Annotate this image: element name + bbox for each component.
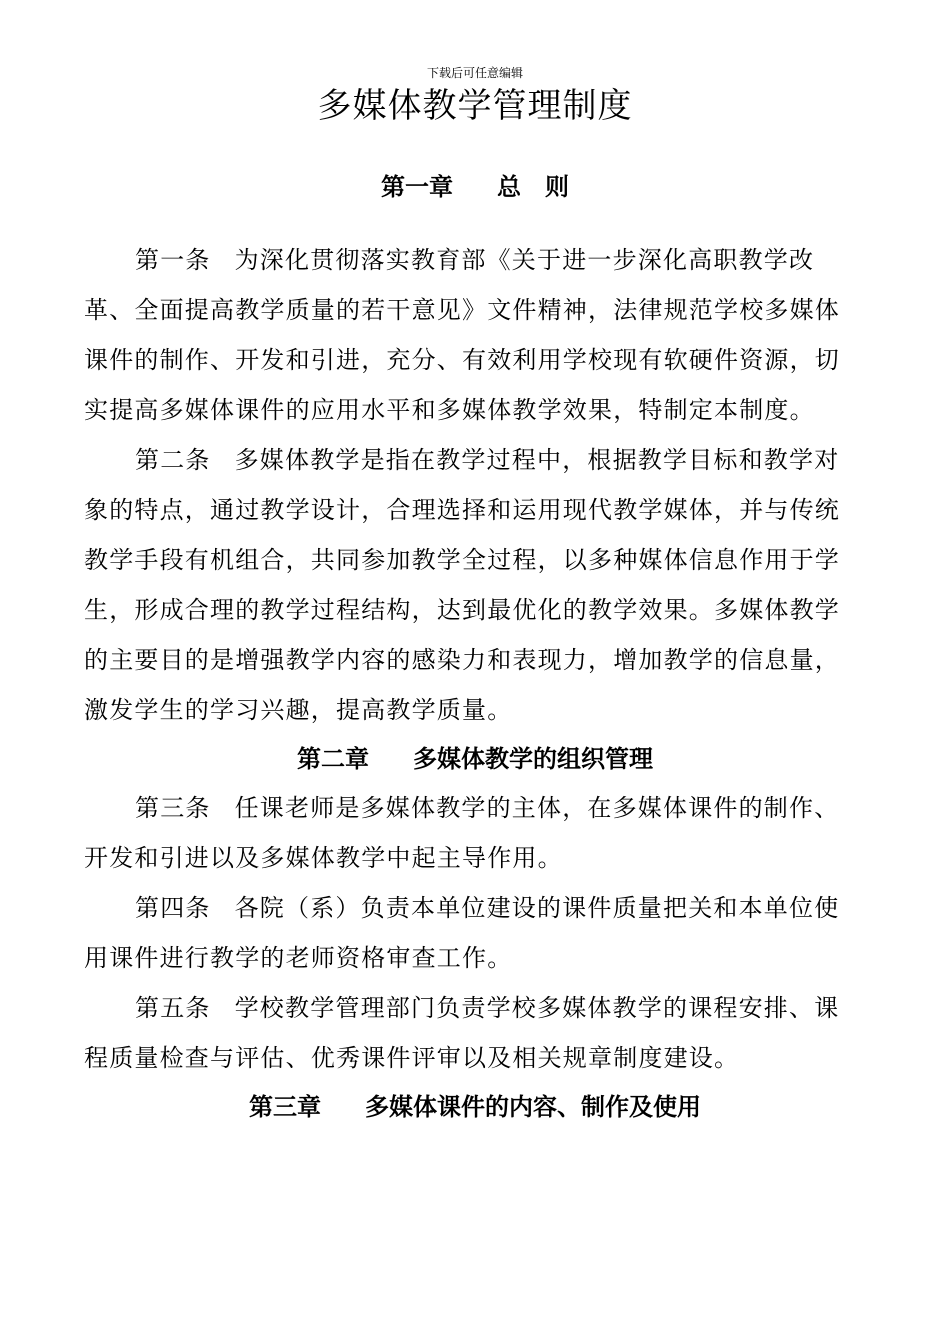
article-4 [84, 883, 864, 983]
chapter-number: 第三章 [249, 1093, 321, 1121]
article-label: 第四条 [135, 894, 211, 922]
chapter-name: 多媒体教学的组织管理 [413, 745, 653, 773]
chapter-name: 多媒体课件的内容、制作及使用 [365, 1093, 701, 1121]
chapter-2-heading [0, 744, 950, 774]
chapter-1-heading [0, 172, 950, 202]
chapter-name: 总 则 [497, 173, 569, 201]
article-label: 第二条 [135, 446, 211, 474]
chapter-number: 第二章 [297, 745, 369, 773]
article-text: 学校教学管理部门负责学校多媒体教学的课程安排、课程质量检查与评估、优秀课件评审以及相关规章制度建设。 [84, 994, 840, 1072]
article-label: 第五条 [135, 994, 211, 1022]
article-1 [84, 235, 864, 435]
article-text: 多媒体教学是指在教学过程中，根据教学目标和教学对象的特点，通过教学设计，合理选择和运用现代教学媒体，并与传统教学手段有机组合，共同参加教学全过程，以多种媒体信息作用于学生，形成合理的教学过程结构，达到最优化的教学效果。多媒体教学的主要目的是增强教学内容的感染力和表现力，增加教学的信息量，激发学生的学习兴趣，提高教学质量。 [84, 446, 840, 724]
article-text: 任课老师是多媒体教学的主体，在多媒体课件的制作、开发和引进以及多媒体教学中起主导作用。 [84, 794, 840, 872]
article-text: 为深化贯彻落实教育部《关于进一步深化高职教学改革、全面提高教学质量的若干意见》文件精神，法律规范学校多媒体课件的制作、开发和引进，充分、有效利用学校现有软硬件资源，切实提高多媒体课件的应用水平和多媒体教学效果，特制定本制度。 [84, 246, 840, 424]
article-label: 第一条 [135, 246, 211, 274]
article-label: 第三条 [135, 794, 211, 822]
document-title: 多媒体教学管理制度 [317, 86, 633, 126]
article-5 [84, 983, 864, 1083]
chapter-number: 第一章 [381, 173, 453, 201]
header-note: 下载后可任意编辑 [426, 66, 523, 80]
article-text: 各院（系）负责本单位建设的课件质量把关和本单位使用课件进行教学的老师资格审查工作。 [84, 894, 840, 972]
chapter-3-heading [0, 1092, 950, 1122]
article-2 [84, 435, 864, 735]
article-3 [84, 783, 864, 883]
